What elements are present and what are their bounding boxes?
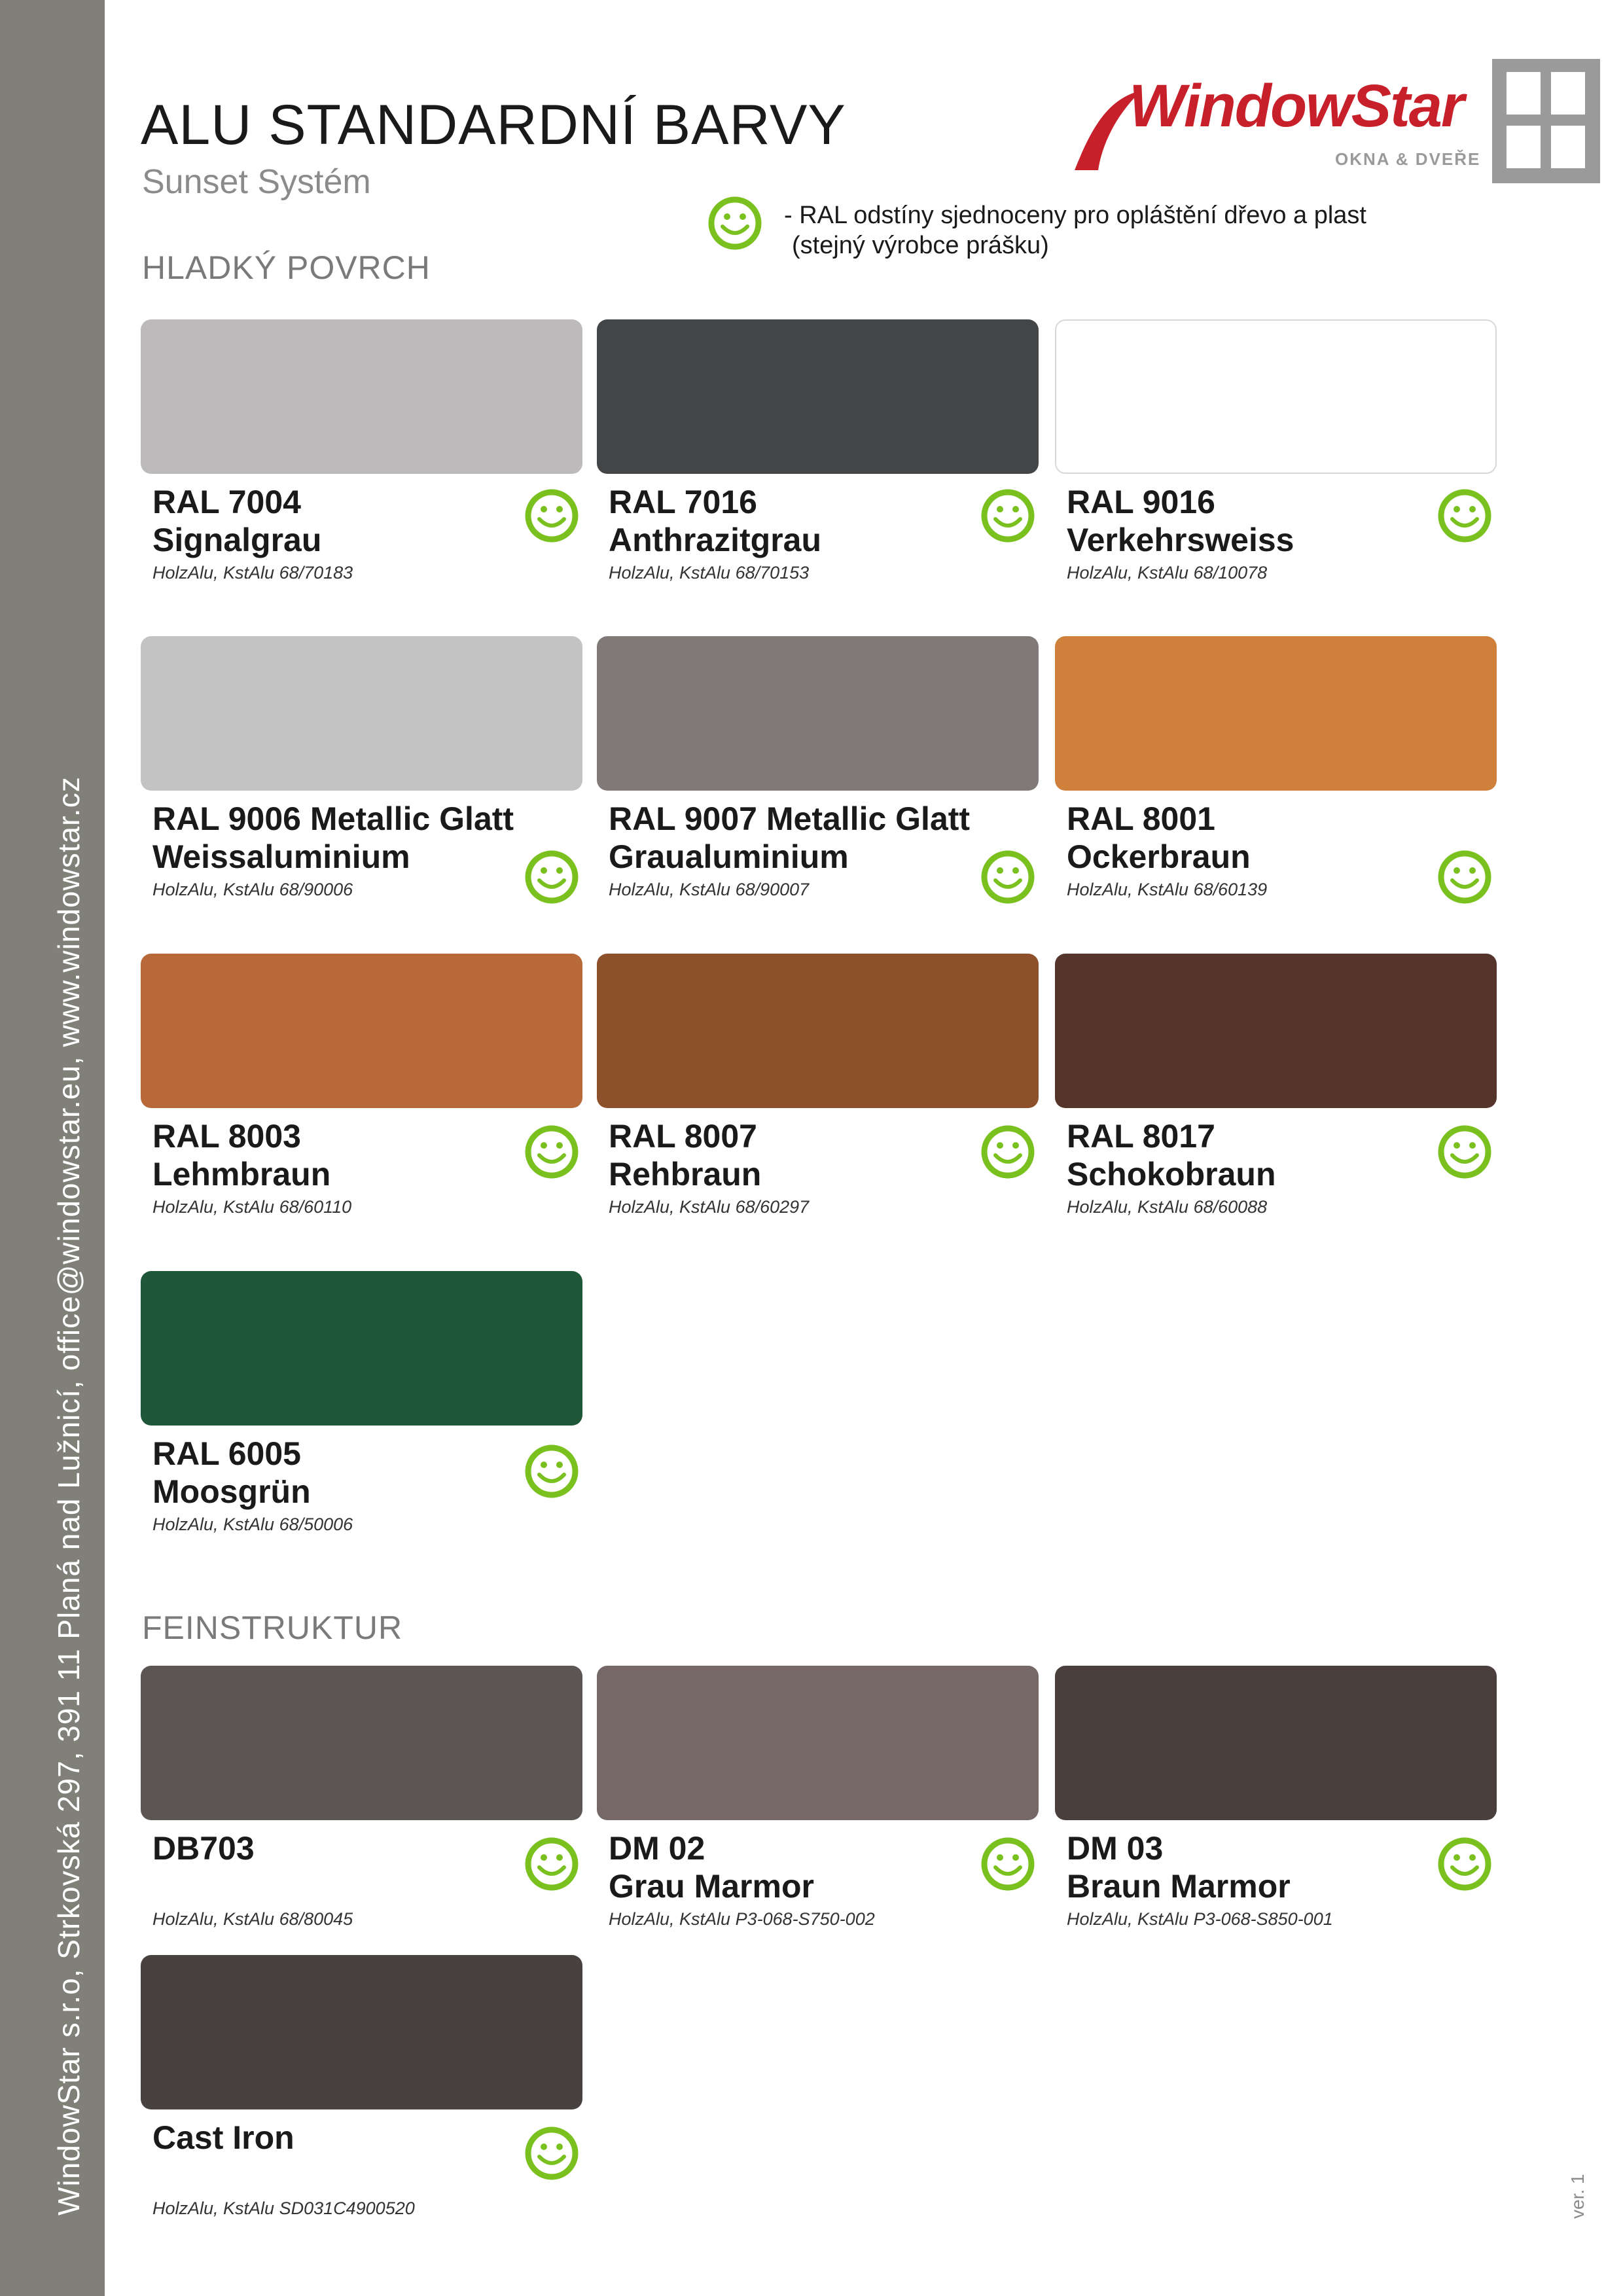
smiley-icon bbox=[980, 1124, 1036, 1180]
color-swatch bbox=[1055, 636, 1497, 791]
section-title-smooth: HLADKÝ POVRCH bbox=[142, 249, 431, 286]
smiley-icon bbox=[1436, 488, 1493, 544]
swatch-code: Cast Iron bbox=[152, 2119, 294, 2156]
color-swatch bbox=[597, 319, 1039, 474]
sidebar bbox=[0, 0, 105, 2296]
page-title: ALU STANDARDNÍ BARVY bbox=[141, 94, 846, 156]
smiley-icon bbox=[980, 849, 1036, 905]
swatch-name: Anthrazitgrau bbox=[609, 522, 821, 558]
color-swatch bbox=[141, 1271, 582, 1426]
color-swatch bbox=[597, 1666, 1039, 1820]
swatch-reference: HolzAlu, KstAlu 68/60110 bbox=[152, 1197, 352, 1217]
windowstar-logo bbox=[1073, 59, 1600, 183]
color-swatch bbox=[141, 319, 582, 474]
swatch-name: Ockerbraun bbox=[1067, 838, 1251, 875]
swatch-reference: HolzAlu, KstAlu 68/90006 bbox=[152, 880, 353, 899]
swatch-name: Weissaluminium bbox=[152, 838, 410, 875]
swatch-code: RAL 8017 bbox=[1067, 1118, 1215, 1155]
swatch-reference: HolzAlu, KstAlu P3-068-S750-002 bbox=[609, 1909, 875, 1929]
swatch-reference: HolzAlu, KstAlu 68/10078 bbox=[1067, 563, 1268, 583]
swatch-reference: HolzAlu, KstAlu 68/90007 bbox=[609, 880, 810, 899]
color-swatch bbox=[141, 1955, 582, 2109]
swatch-code: DB703 bbox=[152, 1830, 255, 1867]
color-swatch bbox=[141, 954, 582, 1108]
smiley-icon bbox=[524, 849, 580, 905]
swatch-name: Verkehrsweiss bbox=[1067, 522, 1294, 558]
color-swatch bbox=[597, 954, 1039, 1108]
swatch-reference: HolzAlu, KstAlu 68/80045 bbox=[152, 1909, 353, 1929]
ral-note-line2: (stejný výrobce prášku) bbox=[792, 232, 1049, 259]
swatch-code: DM 03 bbox=[1067, 1830, 1164, 1867]
color-swatch bbox=[141, 636, 582, 791]
swatch-reference: HolzAlu, KstAlu 68/60297 bbox=[609, 1197, 810, 1217]
swatch-code: RAL 8003 bbox=[152, 1118, 301, 1155]
window-icon bbox=[1492, 59, 1600, 183]
swatch-code: RAL 9016 bbox=[1067, 484, 1215, 520]
swatch-name: Graualuminium bbox=[609, 838, 849, 875]
logo-wordmark: WindowStar bbox=[1129, 73, 1463, 139]
swatch-name: Signalgrau bbox=[152, 522, 322, 558]
company-contact-info: WindowStar s.r.o, Strkovská 297, 391 11 Planá nad Lužnicí, office@windowstar.eu, www.windowstar.cz bbox=[52, 776, 86, 2215]
smiley-icon bbox=[524, 2125, 580, 2181]
swatch-code: RAL 7016 bbox=[609, 484, 757, 520]
swatch-code: RAL 6005 bbox=[152, 1435, 301, 1472]
smiley-icon bbox=[524, 1443, 580, 1499]
smiley-icon bbox=[980, 488, 1036, 544]
smiley-icon bbox=[1436, 849, 1493, 905]
swatch-code: RAL 8001 bbox=[1067, 800, 1215, 837]
swatch-name: Braun Marmor bbox=[1067, 1868, 1291, 1905]
swatch-reference: HolzAlu, KstAlu 68/70153 bbox=[609, 563, 810, 583]
color-swatch bbox=[141, 1666, 582, 1820]
swatch-reference: HolzAlu, KstAlu SD031C4900520 bbox=[152, 2198, 415, 2218]
smiley-icon bbox=[524, 1836, 580, 1892]
smiley-icon bbox=[1436, 1836, 1493, 1892]
swatch-name: Schokobraun bbox=[1067, 1156, 1276, 1193]
page-subtitle: Sunset Systém bbox=[142, 163, 371, 201]
swatch-reference: HolzAlu, KstAlu 68/60139 bbox=[1067, 880, 1268, 899]
swatch-code: RAL 7004 bbox=[152, 484, 301, 520]
swatch-reference: HolzAlu, KstAlu P3-068-S850-001 bbox=[1067, 1909, 1333, 1929]
swatch-reference: HolzAlu, KstAlu 68/50006 bbox=[152, 1515, 353, 1534]
color-swatch bbox=[1055, 954, 1497, 1108]
smiley-icon bbox=[707, 195, 763, 251]
smiley-icon bbox=[524, 1124, 580, 1180]
smiley-icon bbox=[980, 1836, 1036, 1892]
swatch-name: Rehbraun bbox=[609, 1156, 762, 1193]
swatch-reference: HolzAlu, KstAlu 68/70183 bbox=[152, 563, 353, 583]
color-swatch bbox=[1055, 1666, 1497, 1820]
smiley-icon bbox=[524, 488, 580, 544]
swatch-code: RAL 8007 bbox=[609, 1118, 757, 1155]
version-label: ver. 1 bbox=[1567, 2174, 1588, 2219]
swatch-code: RAL 9006 Metallic Glatt bbox=[152, 800, 514, 837]
ral-note bbox=[784, 200, 1366, 260]
swatch-name: Lehmbraun bbox=[152, 1156, 331, 1193]
swatch-code: DM 02 bbox=[609, 1830, 705, 1867]
smiley-icon bbox=[1436, 1124, 1493, 1180]
color-swatch bbox=[1055, 319, 1497, 474]
ral-note-line1: - RAL odstíny sjednoceny pro opláštění dřevo a plast bbox=[784, 202, 1366, 229]
section-title-fine: FEINSTRUKTUR bbox=[142, 1609, 403, 1646]
color-swatch bbox=[597, 636, 1039, 791]
swatch-reference: HolzAlu, KstAlu 68/60088 bbox=[1067, 1197, 1268, 1217]
logo-tagline: OKNA & DVEŘE bbox=[1335, 149, 1481, 169]
swatch-code: RAL 9007 Metallic Glatt bbox=[609, 800, 971, 837]
swatch-name: Moosgrün bbox=[152, 1473, 311, 1510]
swatch-name: Grau Marmor bbox=[609, 1868, 814, 1905]
